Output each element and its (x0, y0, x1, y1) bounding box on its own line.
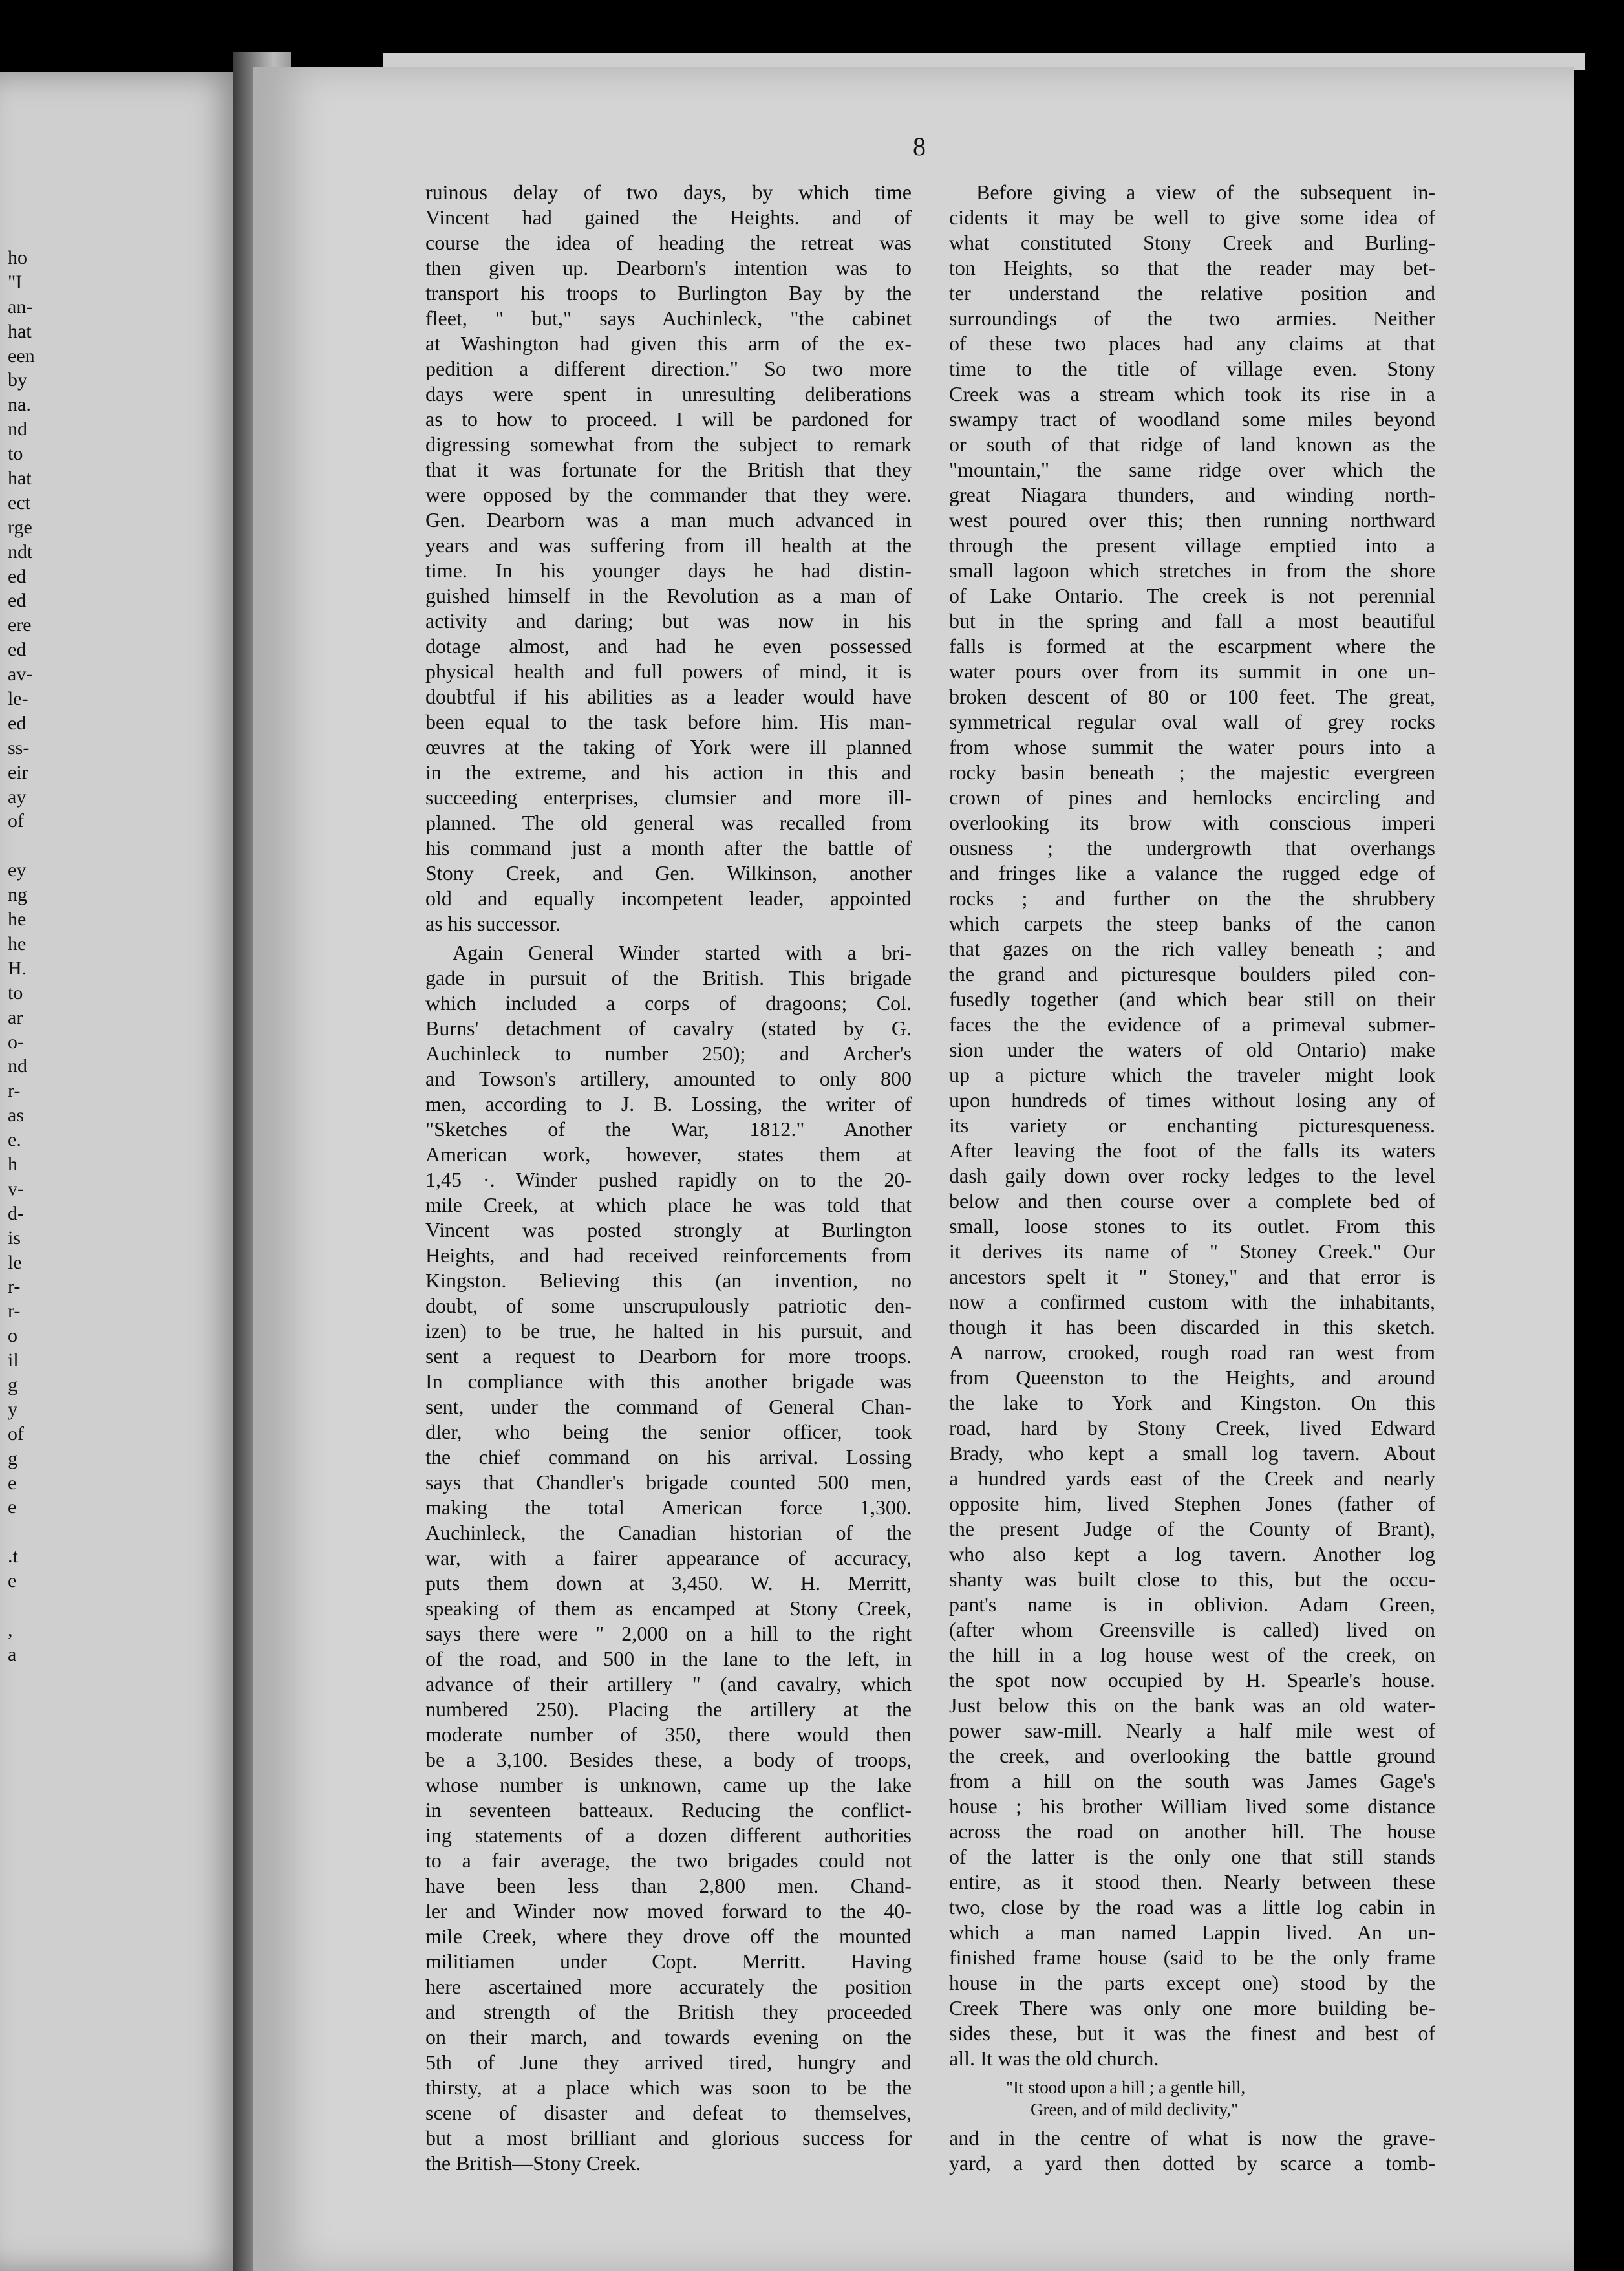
previous-page-fragment (8, 1667, 53, 1692)
text-line: planned. The old general was recalled from (425, 811, 912, 834)
text-line: time. In his younger days he had distin- (425, 559, 912, 582)
text-line: says that Chandler's brigade counted 500 men, (425, 1470, 912, 1494)
text-line: Again General Winder started with a bri- (453, 941, 912, 964)
previous-page-fragment: ect (8, 491, 30, 513)
text-line: the British—Stony Creek. (425, 2151, 641, 2175)
previous-page-fragment (8, 1593, 53, 1618)
text-line: what constituted Stony Creek and Burling- (949, 231, 1435, 254)
previous-page-fragment: r- (8, 1276, 21, 1298)
previous-page-fragment: "I (8, 271, 23, 293)
previous-page-fragment: of (8, 1423, 24, 1445)
text-line: his command just a month after the battle of (425, 836, 912, 859)
quote-line: "It stood upon a hill ; a gentle hill, (1006, 2078, 1246, 2097)
text-line: days were spent in unresulting deliberations (425, 382, 912, 405)
text-line: from whose summit the water pours into a (949, 735, 1435, 759)
text-line: American work, however, states them at (425, 1143, 912, 1166)
text-line: A narrow, crooked, rough road ran west from (949, 1340, 1435, 1364)
text-line: 1,45 ·. Winder pushed rapidly on to the 20- (425, 1168, 912, 1191)
text-line: of these two places had any claims at that (949, 332, 1435, 355)
text-line: making the total American force 1,300. (425, 1496, 912, 1519)
previous-page-fragment: v- (8, 1178, 24, 1200)
previous-page-fragment: hat (8, 468, 32, 490)
text-line: speaking of them as encamped at Stony Creek, (425, 1597, 912, 1620)
text-line: 5th of June they arrived tired, hungry and (425, 2050, 912, 2074)
text-line: Stony Creek, and Gen. Wilkinson, another (425, 861, 912, 885)
text-line: swampy tract of woodland some miles beyond (949, 407, 1435, 431)
previous-page-fragment: to (8, 443, 23, 465)
text-line: of the latter is the only one that still stands (949, 1845, 1435, 1868)
text-line: In compliance with this another brigade was (425, 1370, 912, 1393)
previous-page-fragment: a (8, 1643, 17, 1665)
previous-page-fragment: o (8, 1325, 17, 1347)
text-line: the hill in a log house west of the creek, on (949, 1643, 1435, 1666)
text-line: Auchinleck, the Canadian historian of the (425, 1521, 912, 1544)
text-line: Creek was a stream which took its rise in a (949, 382, 1435, 405)
text-line: but in the spring and fall a most beautiful (949, 609, 1435, 632)
text-line: house ; his brother William lived some distance (949, 1794, 1435, 1818)
previous-page-fragment: il (8, 1350, 19, 1372)
text-line: and strength of the British they proceeded (425, 2000, 912, 2023)
text-line: opposite him, lived Stephen Jones (father of (949, 1492, 1435, 1515)
text-line: sides these, but it was the finest and best of (949, 2021, 1435, 2045)
text-line: ruinous delay of two days, by which time (425, 180, 912, 204)
previous-page-fragment: r- (8, 1080, 21, 1102)
text-line: across the road on another hill. The house (949, 1820, 1435, 1843)
text-line: the grand and picturesque boulders piled con- (949, 962, 1435, 985)
text-line: symmetrical regular oval wall of grey rocks (949, 710, 1435, 733)
previous-page-fragment (8, 1520, 53, 1544)
text-line: up a picture which the traveler might look (949, 1063, 1435, 1086)
previous-page-fragment: eir (8, 761, 28, 783)
previous-page-fragment: is (8, 1227, 21, 1249)
previous-page-fragment: rge (8, 516, 32, 538)
text-line: œuvres at the taking of York were ill planned (425, 735, 912, 759)
text-line: Kingston. Believing this (an invention, no (425, 1269, 912, 1292)
text-line: in seventeen batteaux. Reducing the conflict- (425, 1798, 912, 1822)
text-line: here ascertained more accurately the position (425, 1975, 912, 1998)
text-line: fleet, " but," says Auchinleck, "the cabinet (425, 307, 912, 330)
text-line: water pours over from its summit in one un- (949, 660, 1435, 683)
text-line: ousness ; the undergrowth that overhangs (949, 836, 1435, 859)
text-line: which carpets the steep banks of the canon (949, 912, 1435, 935)
text-line: pedition a different direction." So two more (425, 357, 912, 380)
text-line: the present Judge of the County of Brant), (949, 1517, 1435, 1540)
text-line: great Niagara thunders, and winding north- (949, 483, 1435, 506)
text-line: ancestors spelt it " Stoney," and that error is (949, 1265, 1435, 1288)
text-line: sent a request to Dearborn for more troops. (425, 1344, 912, 1368)
text-line: be a 3,100. Besides these, a body of troops, (425, 1748, 912, 1771)
text-line: or south of that ridge of land known as the (949, 433, 1435, 456)
text-line: shanty was built close to this, but the occu- (949, 1567, 1435, 1591)
text-line: dash gaily down over rocky ledges to the level (949, 1164, 1435, 1187)
text-line: ter understand the relative position and (949, 281, 1435, 305)
text-line: on their march, and towards evening on the (425, 2025, 912, 2049)
previous-page-fragment: , (8, 1619, 13, 1641)
text-line: from a hill on the south was James Gage's (949, 1769, 1435, 1792)
left-column (425, 180, 912, 2176)
text-line: men, according to J. B. Lossing, the writer of (425, 1092, 912, 1115)
previous-page-fragment: ed (8, 712, 27, 734)
text-line: puts them down at 3,450. W. H. Merritt, (425, 1571, 912, 1595)
text-line: as to how to proceed. I will be pardoned for (425, 407, 912, 431)
text-line: have been less than 2,800 men. Chand- (425, 1874, 912, 1897)
text-line: mile Creek, at which place he was told that (425, 1193, 912, 1216)
text-line: Gen. Dearborn was a man much advanced in (425, 508, 912, 532)
previous-page-fragment: .t (8, 1545, 18, 1567)
previous-page-fragment: een (8, 345, 35, 367)
page-number: 8 (913, 132, 926, 161)
text-line: Creek There was only one more building be- (949, 1996, 1435, 2019)
previous-page-fragment: nd (8, 418, 27, 440)
previous-page-fragment: an- (8, 296, 33, 318)
text-line: small lagoon which stretches in from the shore (949, 559, 1435, 582)
text-line: of Lake Ontario. The creek is not perennial (949, 584, 1435, 607)
text-line: power saw-mill. Nearly a half mile west of (949, 1719, 1435, 1742)
previous-page-fragment: he (8, 932, 27, 954)
text-line: small, loose stones to its outlet. From this (949, 1214, 1435, 1238)
previous-page-fragment: ay (8, 786, 27, 808)
text-line: which a man named Lappin lived. An un- (949, 1921, 1435, 1944)
text-line: all. It was the old church. (949, 2047, 1159, 2070)
previous-page-fragment: by (8, 369, 27, 391)
text-line: succeeding enterprises, clumsier and more ill- (425, 786, 912, 809)
previous-page-fragment (8, 834, 53, 858)
text-line: ing statements of a dozen different authorities (425, 1824, 912, 1847)
text-line: its variety or enchanting picturesqueness. (949, 1114, 1435, 1137)
text-line: whose number is unknown, came up the lake (425, 1773, 912, 1796)
previous-page-fragment: ey (8, 859, 27, 881)
text-line: were opposed by the commander that they were. (425, 483, 912, 506)
text-line: fusedly together (and which bear still on their (949, 987, 1435, 1011)
text-line: moderate number of 350, there would then (425, 1723, 912, 1746)
text-line: the lake to York and Kingston. On this (949, 1391, 1435, 1414)
text-line: and Towson's artillery, amounted to only 800 (425, 1067, 912, 1090)
text-line: scene of disaster and defeat to themselves, (425, 2101, 912, 2124)
previous-page-fragment: h (8, 1153, 17, 1175)
text-line: digressing somewhat from the subject to remark (425, 433, 912, 456)
previous-page-fragment: le- (8, 688, 28, 710)
text-line: time to the title of village even. Stony (949, 357, 1435, 380)
text-line: gade in pursuit of the British. This brigade (425, 966, 912, 989)
text-line: doubt, of some unscrupulously patriotic den- (425, 1294, 912, 1317)
text-line: then given up. Dearborn's intention was to (425, 256, 912, 279)
previous-page-fragment: ar (8, 1006, 23, 1028)
text-line: road, hard by Stony Creek, lived Edward (949, 1416, 1435, 1439)
previous-page-fragment: to (8, 982, 23, 1004)
text-line: falls is formed at the escarpment where the (949, 634, 1435, 658)
text-line: and in the centre of what is now the grave- (949, 2126, 1435, 2149)
previous-page-fragment: ere (8, 614, 32, 636)
text-line: Vincent was posted strongly at Burlington (425, 1218, 912, 1242)
previous-page-fragment: ndt (8, 541, 33, 563)
text-line: of the road, and 500 in the lane to the left, in (425, 1647, 912, 1670)
text-line: now a confirmed custom with the inhabitants, (949, 1290, 1435, 1313)
previous-page-fragment: ed (8, 639, 27, 661)
previous-page-fragment: e (8, 1570, 17, 1592)
text-line: guished himself in the Revolution as a man of (425, 584, 912, 607)
text-line: the spot now occupied by H. Spearle's house. (949, 1668, 1435, 1692)
text-line: dotage almost, and had he even possessed (425, 634, 912, 658)
text-line: who also kept a log tavern. Another log (949, 1542, 1435, 1566)
text-line: the chief command on his arrival. Lossing (425, 1445, 912, 1469)
text-line: Auchinleck to number 250); and Archer's (425, 1042, 912, 1065)
previous-page-fragment: r- (8, 1300, 21, 1322)
text-line: it derives its name of " Stoney Creek." Our (949, 1240, 1435, 1263)
text-line: sent, under the command of General Chan- (425, 1395, 912, 1418)
previous-page-fragment: ss- (8, 737, 30, 759)
previous-page-fragment: y (8, 1398, 17, 1420)
text-line: thirsty, at a place which was soon to be the (425, 2076, 912, 2099)
text-line: through the present village emptied into a (949, 533, 1435, 557)
text-line: After leaving the foot of the falls its waters (949, 1139, 1435, 1162)
previous-page-fragment: hat (8, 320, 32, 342)
text-line: course the idea of heading the retreat was (425, 231, 912, 254)
text-line: in the extreme, and his action in this and (425, 760, 912, 784)
text-line: advance of their artillery " (and cavalry, which (425, 1672, 912, 1695)
text-line: as his successor. (425, 912, 561, 935)
text-line: and fringes like a valance the rugged edge of (949, 861, 1435, 885)
previous-page (0, 72, 243, 2271)
text-line: two, close by the road was a little log cabin in (949, 1895, 1435, 1919)
text-line: a hundred yards east of the Creek and nearly (949, 1467, 1435, 1490)
text-line: Before giving a view of the subsequent in- (976, 180, 1435, 204)
text-line: cidents it may be well to give some idea of (949, 206, 1435, 229)
text-line: (after whom Greensville is called) lived on (949, 1618, 1435, 1641)
previous-page-fragment: nd (8, 1055, 27, 1077)
text-line: Vincent had gained the Heights. and of (425, 206, 912, 229)
text-line: "Sketches of the War, 1812." Another (425, 1117, 912, 1141)
previous-page-fragment: ed (8, 565, 27, 587)
text-line: overlooking its brow with conscious imperi (949, 811, 1435, 834)
text-line: which included a corps of dragoons; Col. (425, 991, 912, 1015)
text-line: dler, who being the senior officer, took (425, 1420, 912, 1443)
text-line: but a most brilliant and glorious success for (425, 2126, 912, 2149)
text-line: though it has been discarded in this sketch. (949, 1315, 1435, 1339)
text-line: ton Heights, so that the reader may bet- (949, 256, 1435, 279)
text-line: years and was suffering from ill health at the (425, 533, 912, 557)
text-line: war, with a fairer appearance of accuracy, (425, 1546, 912, 1569)
previous-page-fragment: d- (8, 1202, 24, 1224)
text-line: old and equally incompetent leader, appointed (425, 887, 912, 910)
previous-page-fragment: he (8, 909, 27, 931)
text-line: numbered 250). Placing the artillery at the (425, 1697, 912, 1721)
previous-page-fragment: e (8, 1496, 17, 1518)
text-line: faces the the evidence of a primeval submer- (949, 1013, 1435, 1036)
text-line: yard, a yard then dotted by scarce a tomb- (949, 2151, 1435, 2175)
text-line: sion under the waters of old Ontario) make (949, 1038, 1435, 1061)
previous-page-fragment: e. (8, 1129, 21, 1151)
previous-page-fragment: na. (8, 394, 31, 416)
text-line: physical health and full powers of mind, it is (425, 660, 912, 683)
previous-page-fragment: o- (8, 1031, 24, 1053)
text-line: Heights, and had received reinforcements from (425, 1243, 912, 1267)
previous-page-fragment: of (8, 810, 24, 832)
text-line: rocks ; and further on the the shrubbery (949, 887, 1435, 910)
previous-page-fragment: as (8, 1104, 24, 1126)
text-line: says there were " 2,000 on a hill to the right (425, 1622, 912, 1645)
previous-page-fragment: e (8, 1472, 17, 1494)
text-line: militiamen under Copt. Merritt. Having (425, 1950, 912, 1973)
text-line: broken descent of 80 or 100 feet. The great, (949, 685, 1435, 708)
previous-page-fragment: ng (8, 884, 27, 906)
text-line: crown of pines and hemlocks encircling and (949, 786, 1435, 809)
text-line: been equal to the task before him. His man- (425, 710, 912, 733)
text-line: activity and daring; but was now in his (425, 609, 912, 632)
text-line: at Washington had given this arm of the ex- (425, 332, 912, 355)
text-line: Just below this on the bank was an old water- (949, 1694, 1435, 1717)
text-line: pant's name is in oblivion. Adam Green, (949, 1593, 1435, 1616)
text-line: west poured over this; then running northward (949, 508, 1435, 532)
previous-page-fragment: av- (8, 663, 33, 685)
text-line: ler and Winder now moved forward to the 40- (425, 1899, 912, 1922)
text-line: that gazes on the rich valley beneath ; and (949, 937, 1435, 960)
text-line: "mountain," the same ridge over which the (949, 458, 1435, 481)
text-line: entire, as it stood then. Nearly between these (949, 1870, 1435, 1893)
text-line: Brady, who kept a small log tavern. About (949, 1441, 1435, 1465)
previous-page-fragment: H. (8, 957, 27, 979)
text-line: surroundings of the two armies. Neither (949, 307, 1435, 330)
previous-page-fragment: g (8, 1447, 17, 1469)
previous-page-fragment: ed (8, 590, 27, 612)
previous-page-fragment: ho (8, 247, 27, 268)
previous-page-fragment: g (8, 1373, 17, 1395)
text-line: the creek, and overlooking the battle ground (949, 1744, 1435, 1767)
previous-page-text (8, 246, 53, 1692)
text-line: house in the parts except one) stood by the (949, 1971, 1435, 1994)
text-line: upon hundreds of times without losing any of (949, 1088, 1435, 1112)
text-line: that it was fortunate for the British that they (425, 458, 912, 481)
text-line: rocky basin beneath ; the majestic evergreen (949, 760, 1435, 784)
text-line: doubtful if his abilities as a leader would have (425, 685, 912, 708)
text-line: transport his troops to Burlington Bay by the (425, 281, 912, 305)
text-line: izen) to be true, he halted in his pursuit, and (425, 1319, 912, 1342)
text-line: below and then course over a complete bed of (949, 1189, 1435, 1212)
text-line: to a fair average, the two brigades could not (425, 1849, 912, 1872)
text-line: Burns' detachment of cavalry (stated by G. (425, 1017, 912, 1040)
text-line: from Queenston to the Heights, and around (949, 1366, 1435, 1389)
right-column (949, 180, 1435, 2176)
text-line: mile Creek, where they drove off the mounted (425, 1924, 912, 1948)
previous-page-fragment: le (8, 1251, 22, 1273)
text-line: finished frame house (said to be the only frame (949, 1946, 1435, 1969)
quote-line: Green, and of mild declivity," (1031, 2100, 1239, 2119)
